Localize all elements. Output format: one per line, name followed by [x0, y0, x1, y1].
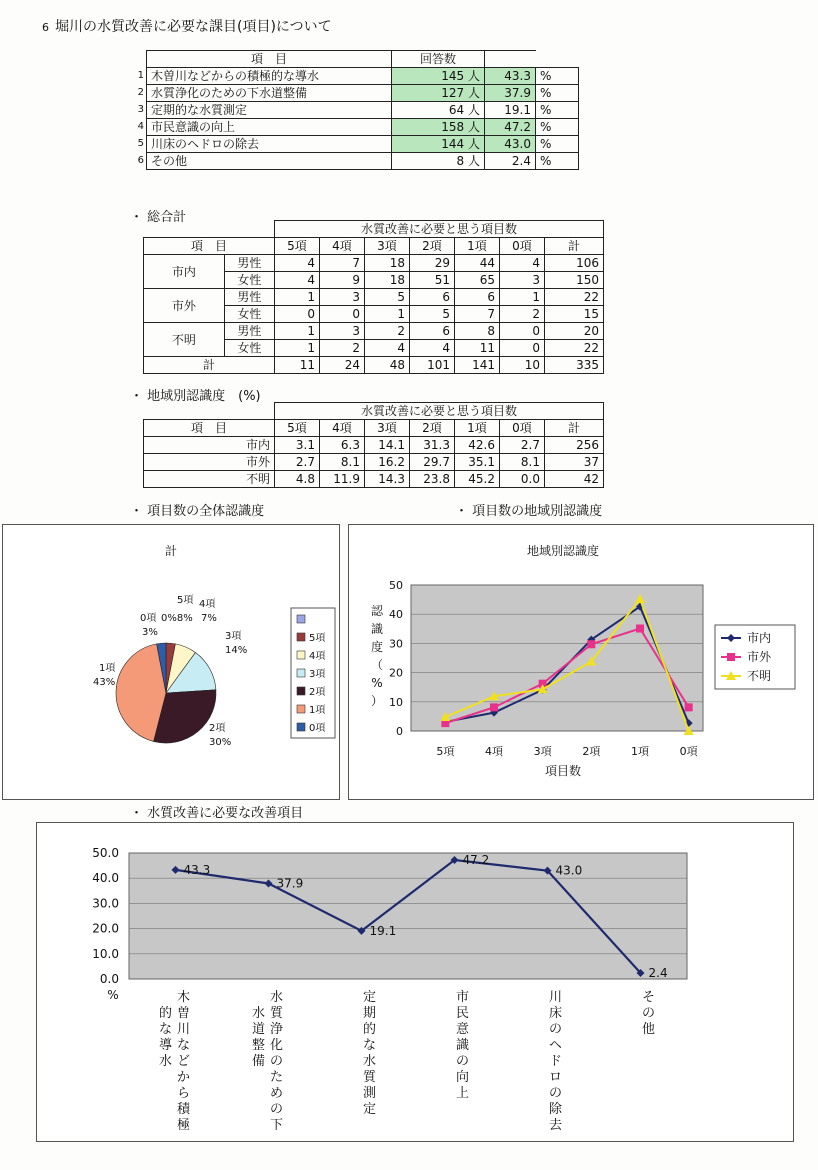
y-axis-label-char: ）: [370, 694, 384, 708]
x-category-char: 水: [251, 1006, 266, 1021]
regional-cell: 14.1: [365, 437, 410, 454]
region-label: 市内: [144, 255, 225, 289]
x-tick-label: 5項: [436, 745, 455, 758]
total-cell: 1: [500, 289, 545, 306]
bottom-section-title: ・ 水質改善に必要な改善項目: [130, 806, 304, 821]
answer-pct: 43.3: [485, 68, 536, 85]
total-cell: 1: [365, 306, 410, 323]
x-category-char: 測: [362, 1086, 377, 1101]
region-label: 市外: [144, 289, 225, 323]
regional-cell: 4.8: [275, 471, 320, 488]
x-category-char: 除: [548, 1102, 563, 1117]
pie-title: 計: [164, 544, 178, 558]
regional-row-label: 市外: [144, 454, 275, 471]
sex-label: 女性: [224, 306, 274, 323]
x-category-char: 川: [176, 1022, 191, 1037]
answer-row: [130, 102, 579, 119]
x-category-char: 識: [455, 1038, 470, 1053]
answer-idx: 4: [137, 121, 144, 132]
total-cell: 7: [455, 306, 500, 323]
data-label: 43.0: [555, 863, 583, 878]
answer-row: [130, 68, 579, 85]
total-cell: 18: [365, 272, 410, 289]
data-label: 2.4: [648, 965, 668, 980]
x-category-char: 浄: [269, 1022, 284, 1037]
x-category-char: め: [269, 1086, 284, 1101]
regional-cell: 2.7: [275, 454, 320, 471]
x-category-char: 去: [548, 1118, 563, 1133]
total-cell: 9: [320, 272, 365, 289]
total-cell: 51: [410, 272, 455, 289]
x-category-char: 他: [641, 1022, 656, 1037]
x-category-char: 意: [455, 1022, 470, 1037]
regional-cell: 14.3: [365, 471, 410, 488]
sex-label: 女性: [224, 340, 274, 357]
y-tick-label: 20.0: [92, 921, 119, 936]
x-category-char: 下: [269, 1118, 284, 1133]
regional-cell: 8.1: [500, 454, 545, 471]
pie-label: 30%: [209, 737, 232, 748]
x-category-char: 質: [362, 1070, 377, 1085]
regional-row: [144, 454, 604, 471]
x-category-char: 民: [455, 1006, 470, 1021]
regional-cell: 2.7: [500, 437, 545, 454]
x-category-char: の: [455, 1054, 470, 1069]
total-cell: 4: [500, 255, 545, 272]
total-table: 水質改善に必要と思う項目数 項 目 5項 4項 3項 2項 1項 0項 計 市内 男性 4 7 18 29 44 4 106 女性 4 9 18 51 65 3 150 市外 男性 1 3 5 6 6 1 22 女性 0 0 1 5 7 2 15 不明 男性 1 3 2 6 8 0 20 女性 1 2 4 4 11 0 22 計 11 24 48 101 141 10 335: [143, 220, 604, 374]
data-point: [636, 625, 644, 633]
x-category-char: 化: [269, 1038, 284, 1053]
x-category-char: 水: [158, 1054, 173, 1069]
total-cell: 20: [545, 323, 604, 340]
pie-legend-swatch: [297, 651, 305, 659]
total-cell: 4: [275, 272, 320, 289]
total-cell: 0: [320, 306, 365, 323]
total-cell: 1: [275, 323, 320, 340]
answer-row: [130, 153, 579, 170]
total-row: [144, 323, 604, 340]
regional-cell: 6.3: [320, 437, 365, 454]
total-cell: 7: [320, 255, 365, 272]
legend-label: 不明: [747, 669, 772, 683]
answer-item: 市民意識の向上: [147, 119, 392, 136]
pie-legend-label: 0項: [309, 723, 326, 734]
answer-count: 145 人: [392, 68, 485, 85]
x-category-char: 床: [548, 1006, 563, 1021]
regional-cell: 45.2: [455, 471, 500, 488]
x-category-char: そ: [641, 990, 656, 1005]
x-category-char: ら: [176, 1086, 191, 1101]
x-category-char: 極: [176, 1118, 191, 1133]
total-cell: 3: [320, 289, 365, 306]
sex-label: 男性: [224, 255, 274, 272]
x-category-char: 市: [455, 990, 470, 1005]
regional-cell: 35.1: [455, 454, 500, 471]
answer-count: 8 人: [392, 153, 485, 170]
x-tick-label: 1項: [631, 745, 649, 758]
pie-label: 14%: [225, 645, 248, 656]
total-cell: 2: [365, 323, 410, 340]
pie-legend-label: 5項: [309, 633, 326, 644]
pie-legend-swatch: [297, 705, 305, 713]
regional-cell: 42.6: [455, 437, 500, 454]
answer-item: その他: [147, 153, 392, 170]
total-cell: 3: [500, 272, 545, 289]
x-category-char: な: [176, 1038, 191, 1053]
answer-unit: %: [536, 85, 579, 102]
pie-section-title: ・ 項目数の全体認識度: [130, 504, 265, 519]
regional-cell: 16.2: [365, 454, 410, 471]
x-category-char: た: [269, 1070, 284, 1085]
pie-label: 0項: [140, 613, 157, 624]
total-cell: 0: [500, 323, 545, 340]
improvement-chart-box: [36, 822, 794, 1142]
answers-table: 項 目 回答数 1 木曽川などからの積極的な導水 145 人 43.3 % 2 水質浄化のための下水道整備 127 人 37.9 % 3 定期的な水質測定 64 人 19.1 % 4 市民意識の向上 158 人 47.2 % 5 川床のヘドロの除去 144 人 43.0 % 6 その他 8 人 2.4 %: [130, 50, 579, 170]
pie-legend-swatch: [297, 687, 305, 695]
answer-count: 64 人: [392, 102, 485, 119]
total-cell: 106: [545, 255, 604, 272]
x-category-char: 質: [269, 1006, 284, 1021]
total-cell: 150: [545, 272, 604, 289]
x-category-char: 期: [362, 1006, 377, 1021]
x-tick-label: 2項: [582, 745, 601, 758]
x-category-char: 定: [362, 1102, 377, 1117]
x-category-char: ド: [548, 1054, 563, 1069]
x-category-char: 導: [158, 1038, 173, 1053]
x-category-char: の: [269, 1102, 284, 1117]
answer-idx: 2: [137, 87, 144, 98]
total-cell: 15: [545, 306, 604, 323]
x-category-char: ヘ: [548, 1038, 563, 1053]
total-row: [144, 255, 604, 272]
total-cell: 22: [545, 289, 604, 306]
answer-row: [130, 119, 579, 136]
answer-count: 158 人: [392, 119, 485, 136]
x-category-char: の: [548, 1022, 563, 1037]
total-cell: 2: [500, 306, 545, 323]
answer-pct: 37.9: [485, 85, 536, 102]
answer-pct: 47.2: [485, 119, 536, 136]
x-category-char: の: [548, 1086, 563, 1101]
pie-legend-swatch: [297, 723, 305, 731]
pie-legend-label: 1項: [309, 705, 326, 716]
total-cell: 1: [275, 340, 320, 357]
y-axis-label-char: 度: [370, 640, 384, 654]
legend-marker: [727, 653, 735, 661]
total-cell: 0: [500, 340, 545, 357]
total-cell: 4: [365, 340, 410, 357]
y-tick-label: 10: [389, 695, 403, 709]
answer-unit: %: [536, 153, 579, 170]
y-tick-label: 10.0: [92, 946, 119, 961]
line-legend: [715, 625, 795, 689]
x-category-char: 水: [362, 1054, 377, 1069]
regional-line-chart-box: [348, 524, 814, 800]
x-category-char: 整: [251, 1038, 266, 1053]
y-tick-label: 0.0: [99, 972, 119, 986]
pie-label: 0%8%: [161, 613, 193, 624]
regional-cell: 37: [545, 454, 604, 471]
total-cell: 1: [275, 289, 320, 306]
data-label: 47.2: [462, 853, 490, 868]
y-axis-label-char: %: [371, 676, 383, 690]
total-cell: 6: [410, 323, 455, 340]
answer-item: 定期的な水質測定: [147, 102, 392, 119]
y-unit: %: [107, 988, 119, 1002]
regional-cell: 23.8: [410, 471, 455, 488]
regional-cell: 0.0: [500, 471, 545, 488]
y-tick-label: 50: [389, 579, 403, 592]
y-tick-label: 30: [389, 637, 403, 651]
pie-label: 2項: [209, 723, 226, 734]
sex-label: 男性: [224, 323, 274, 340]
data-label: 37.9: [276, 876, 304, 891]
total-cell: 4: [410, 340, 455, 357]
total-section-title: ・ 総合計: [130, 210, 187, 225]
x-category-char: 的: [362, 1022, 377, 1037]
total-cell: 6: [410, 289, 455, 306]
x-category-char: の: [269, 1054, 284, 1069]
x-category-char: 木: [176, 990, 191, 1005]
x-category-char: 的: [158, 1006, 173, 1021]
regional-line-chart: [349, 525, 813, 799]
answer-row: [130, 136, 579, 153]
answer-item: 水質浄化のための下水道整備: [147, 85, 392, 102]
legend-label: 市内: [747, 631, 772, 645]
sex-label: 女性: [224, 272, 274, 289]
pie-label: 3項: [225, 631, 242, 642]
y-tick-label: 50.0: [92, 846, 119, 860]
pie-legend-label: 2項: [309, 687, 326, 698]
pie-chart-box: [2, 524, 340, 800]
x-category-char: 積: [176, 1102, 191, 1117]
total-cell: 6: [455, 289, 500, 306]
line-title: 地域別認識度: [526, 544, 600, 558]
total-cell: 0: [275, 306, 320, 323]
y-axis-label-char: （: [370, 658, 384, 672]
pie-label: 5項: [177, 595, 194, 606]
regional-row: [144, 437, 604, 454]
region-label: 不明: [144, 323, 225, 357]
sex-label: 男性: [224, 289, 274, 306]
total-cell: 11: [455, 340, 500, 357]
regional-cell: 11.9: [320, 471, 365, 488]
pie-label: 4項: [199, 599, 216, 610]
answer-pct: 43.0: [485, 136, 536, 153]
regional-cell: 42: [545, 471, 604, 488]
pie-label: 1項: [99, 663, 116, 674]
x-category-char: 向: [455, 1070, 470, 1085]
answer-idx: 5: [137, 138, 144, 149]
y-tick-label: 40: [389, 608, 403, 622]
total-cell: 4: [275, 255, 320, 272]
y-tick-label: 30.0: [92, 896, 119, 911]
x-category-char: 曽: [176, 1006, 191, 1021]
x-category-char: 上: [455, 1086, 470, 1101]
x-category-char: 定: [362, 990, 377, 1005]
data-point: [587, 640, 595, 648]
legend-label: 市外: [747, 650, 772, 664]
answer-count: 144 人: [392, 136, 485, 153]
x-category-char: な: [158, 1022, 173, 1037]
answer-unit: %: [536, 68, 579, 85]
y-axis-label-char: 識: [370, 622, 384, 636]
y-tick-label: 0: [396, 725, 403, 738]
line-section-title: ・ 項目数の地域別認識度: [455, 504, 603, 519]
x-tick-label: 0項: [679, 745, 698, 758]
total-cell: 65: [455, 272, 500, 289]
total-cell: 8: [455, 323, 500, 340]
data-label: 43.3: [183, 862, 211, 877]
answer-unit: %: [536, 119, 579, 136]
x-axis-label: 項目数: [544, 764, 582, 778]
x-category-char: 道: [251, 1022, 266, 1037]
y-axis-label-char: 認: [370, 604, 384, 618]
data-point: [685, 703, 693, 711]
total-cell: 2: [320, 340, 365, 357]
total-cell: 29: [410, 255, 455, 272]
improvement-line-chart: [37, 823, 793, 1141]
total-cell: 3: [320, 323, 365, 340]
regional-cell: 256: [545, 437, 604, 454]
answer-idx: 6: [137, 155, 144, 166]
regional-row-label: 不明: [144, 471, 275, 488]
pie-legend-label: 4項: [309, 651, 326, 662]
data-label: 19.1: [369, 923, 397, 938]
answer-unit: %: [536, 102, 579, 119]
pie-legend-swatch: [297, 633, 305, 641]
total-cell: 5: [410, 306, 455, 323]
x-category-char: ど: [176, 1054, 191, 1069]
pie-legend-swatch: [297, 615, 305, 623]
regional-cell: 8.1: [320, 454, 365, 471]
data-point: [490, 703, 498, 711]
pie-chart: [3, 525, 339, 799]
answer-idx: 3: [137, 104, 144, 115]
answer-item: 木曽川などからの積極的な導水: [147, 68, 392, 85]
regional-table: 水質改善に必要と思う項目数 項 目 5項 4項 3項 2項 1項 0項 計 市内 3.1 6.3 14.1 31.3 42.6 2.7 256 市外 2.7 8.1 16.2 29.7 35.1 8.1 37 不明 4.8 11.9 14.3 23.8 45.2 0.0 42: [143, 402, 604, 488]
pie-legend-swatch: [297, 669, 305, 677]
x-tick-label: 3項: [533, 745, 552, 758]
regional-cell: 3.1: [275, 437, 320, 454]
answer-count: 127 人: [392, 85, 485, 102]
x-category-char: 水: [269, 990, 284, 1005]
pie-label: 43%: [93, 677, 116, 688]
regional-cell: 29.7: [410, 454, 455, 471]
plot-area: [129, 853, 687, 979]
x-category-char: 備: [251, 1054, 266, 1069]
x-tick-label: 4項: [485, 745, 503, 758]
page-title: 6 堀川の水質改善に必要な課目(項目)について: [42, 19, 332, 35]
pie-label: 7%: [201, 613, 217, 624]
pie-legend: [291, 608, 335, 738]
y-tick-label: 20: [389, 666, 403, 680]
regional-cell: 31.3: [410, 437, 455, 454]
total-cell: 5: [365, 289, 410, 306]
total-cell: 18: [365, 255, 410, 272]
x-category-char: の: [641, 1006, 656, 1021]
answer-item: 川床のヘドロの除去: [147, 136, 392, 153]
total-row: [144, 289, 604, 306]
regional-row: [144, 471, 604, 488]
total-cell: 22: [545, 340, 604, 357]
pie-legend-label: 3項: [309, 669, 326, 680]
answer-pct: 19.1: [485, 102, 536, 119]
x-category-char: 川: [548, 990, 563, 1005]
x-category-char: ロ: [548, 1070, 563, 1085]
y-tick-label: 40.0: [92, 871, 119, 886]
x-category-char: か: [176, 1070, 191, 1085]
answer-row: [130, 85, 579, 102]
x-category-char: な: [362, 1038, 377, 1053]
total-cell: 44: [455, 255, 500, 272]
pie-label: 3%: [142, 627, 158, 638]
answer-pct: 2.4: [485, 153, 536, 170]
answer-unit: %: [536, 136, 579, 153]
regional-section-title: ・ 地域別認識度 (%): [130, 389, 261, 404]
regional-row-label: 市内: [144, 437, 275, 454]
answer-idx: 1: [137, 70, 144, 81]
